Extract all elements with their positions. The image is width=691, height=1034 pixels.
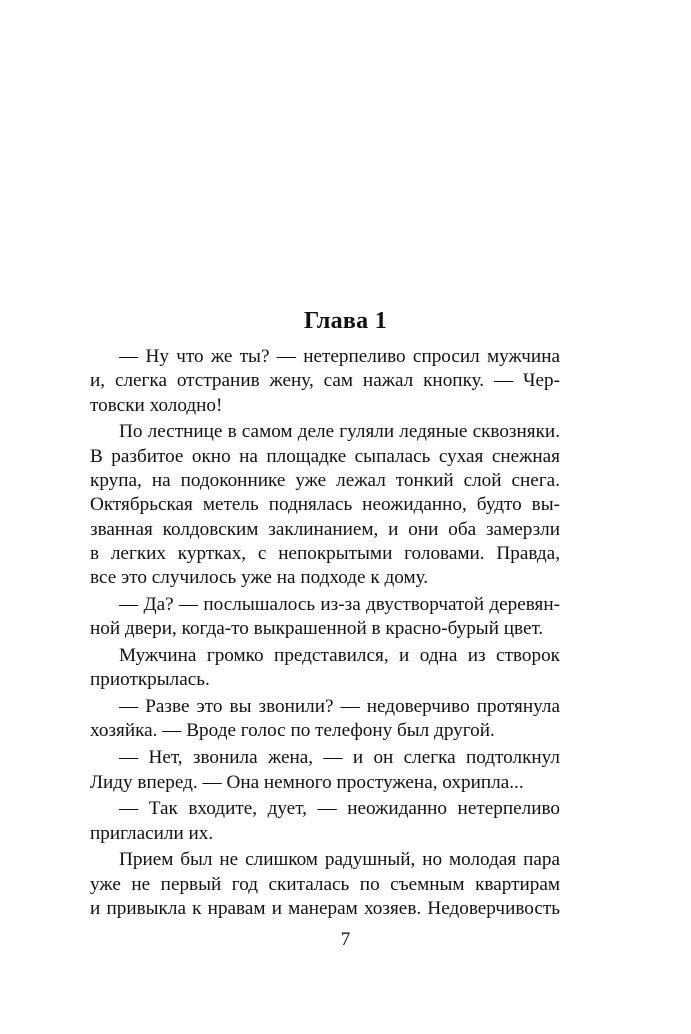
paragraph xyxy=(90,420,560,590)
text-line: пригласили их. xyxy=(90,822,214,844)
text-line: уже не первый год скиталась по съемным квартирам xyxy=(90,873,560,895)
text-line: Мужчина громко представился, и одна из створок xyxy=(119,645,560,667)
text-line: приоткрылась. xyxy=(90,669,210,691)
text-line: и привыкла к нравам и манерам хозяев. Недоверчивость xyxy=(90,898,560,920)
text-line: Лиду вперед. — Она немного простужена, охрипла... xyxy=(90,771,524,793)
text-line: и, слегка отстранив жену, сам нажал кнопку. — Чер- xyxy=(90,370,560,392)
paragraph xyxy=(90,644,560,693)
text-line: — Да? — послышалось из-за двустворчатой деревян- xyxy=(119,593,560,615)
paragraph xyxy=(90,848,560,921)
text-line: крупа, на подоконнике уже лежал тонкий слой снега. xyxy=(90,469,560,491)
paragraph xyxy=(90,695,560,744)
text-line: — Нет, звонила жена, — и он слегка подтолкнул xyxy=(119,747,560,769)
text-line: в легких куртках, с непокрытыми головами. Правда, xyxy=(90,542,560,564)
text-line: товски холодно! xyxy=(90,394,223,416)
text-line: Прием был не слишком радушный, но молодая пара xyxy=(119,849,560,871)
paragraph xyxy=(90,593,560,642)
text-line: все это случилось уже на подходе к дому. xyxy=(90,567,429,589)
paragraph xyxy=(90,746,560,795)
text-line: — Так входите, дует, — неожиданно нетерпеливо xyxy=(119,798,560,820)
text-line: хозяйка. — Вроде голос по телефону был другой. xyxy=(90,720,495,742)
text-line: В разбитое окно на площадке сыпалась сухая снежная xyxy=(90,445,560,467)
paragraph xyxy=(90,797,560,846)
text-line: ной двери, когда-то выкрашенной в красно-бурый цвет. xyxy=(90,618,544,640)
text-line: Октябрьская метель поднялась неожиданно, будто вы- xyxy=(90,494,560,516)
text-line: — Разве это вы звонили? — недоверчиво протянула xyxy=(119,696,560,718)
text-line: По лестнице в самом деле гуляли ледяные сквозняки. xyxy=(119,421,560,443)
page-number: 7 xyxy=(340,929,351,950)
body-text xyxy=(90,345,560,921)
chapter-title: Глава 1 xyxy=(303,308,388,335)
text-line: званная колдовским заклинанием, и они оба замерзли xyxy=(90,518,560,540)
text-line: — Ну что же ты? — нетерпеливо спросил мужчина xyxy=(119,346,560,367)
paragraph xyxy=(90,345,560,418)
